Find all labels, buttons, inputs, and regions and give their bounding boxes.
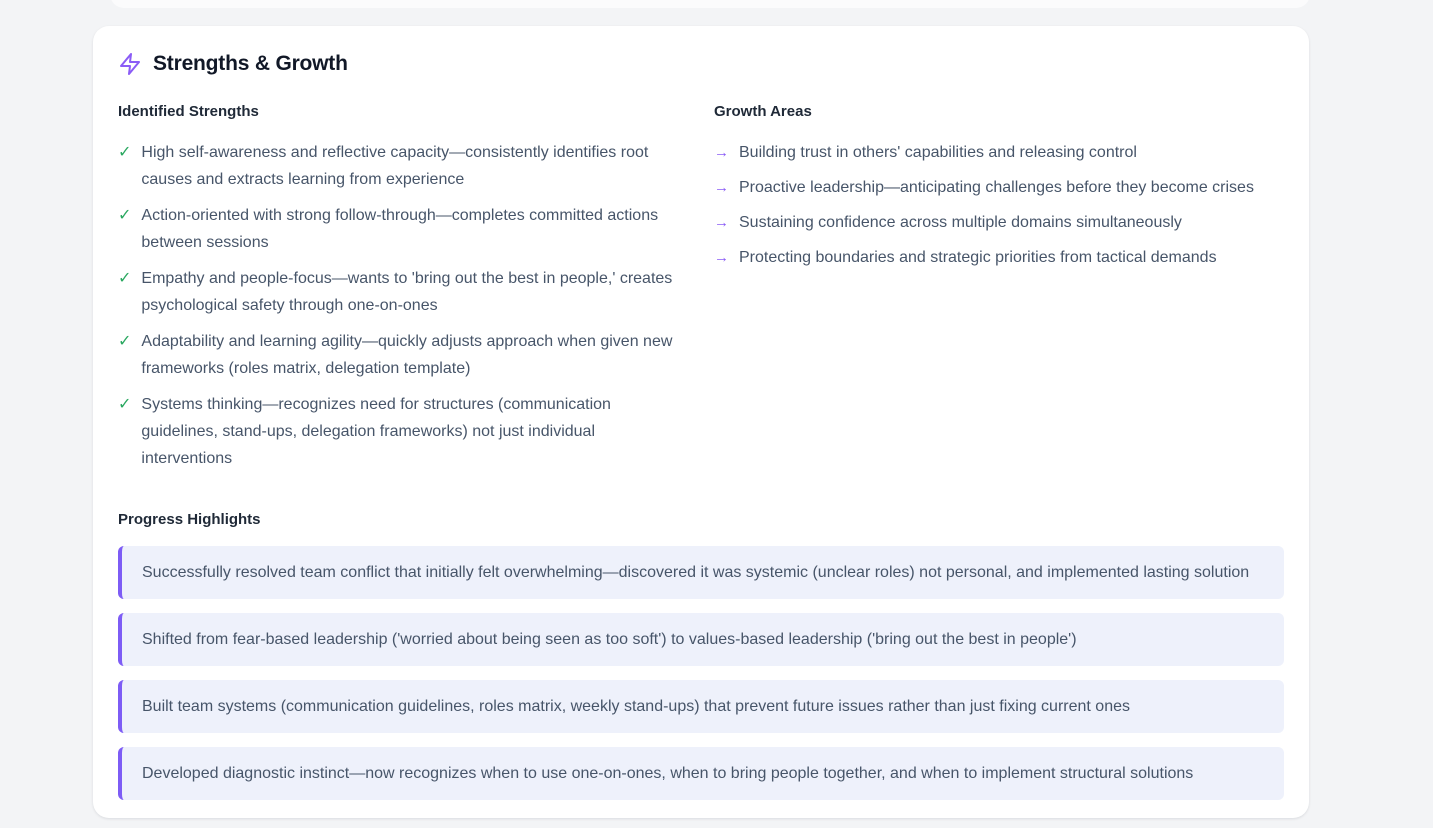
growth-text: Sustaining confidence across multiple domains simultaneously — [739, 214, 1182, 231]
checkmark-icon: ✓ — [118, 270, 132, 287]
list-item — [714, 244, 1284, 271]
highlight-item: Shifted from fear-based leadership ('worried about being seen as too soft') to values-based leadership ('bring out the best in people') — [118, 613, 1284, 666]
highlights-heading: Progress Highlights — [118, 511, 261, 528]
zap-icon — [118, 52, 142, 76]
growth-text: Building trust in others' capabilities and releasing control — [739, 144, 1137, 161]
checkmark-icon: ✓ — [118, 333, 132, 350]
list-item — [118, 202, 688, 256]
growth-text: Protecting boundaries and strategic priorities from tactical demands — [739, 249, 1217, 266]
growth-list — [714, 139, 1284, 271]
list-item — [118, 265, 688, 319]
arrow-right-icon: → — [714, 144, 729, 161]
card-header — [118, 52, 1284, 76]
strength-text: Adaptability and learning agility—quickly adjusts approach when given new frameworks (roles matrix, delegation template) — [141, 333, 673, 377]
checkmark-icon: ✓ — [118, 207, 132, 224]
strength-text: Action-oriented with strong follow-through—completes committed actions between sessions — [141, 207, 659, 251]
strengths-list — [118, 139, 688, 472]
highlight-item: Built team systems (communication guidelines, roles matrix, weekly stand-ups) that prevent future issues rather than just fixing current ones — [118, 680, 1284, 733]
arrow-right-icon: → — [714, 249, 729, 266]
checkmark-icon: ✓ — [118, 144, 132, 161]
progress-highlights-section — [118, 511, 1284, 800]
strength-text: Systems thinking—recognizes need for structures (communication guidelines, stand-ups, delegation frameworks) not just individual interventions — [141, 396, 611, 467]
highlight-item: Successfully resolved team conflict that initially felt overwhelming—discovered it was systemic (unclear roles) not personal, and implemented lasting solution — [118, 546, 1284, 599]
strengths-heading: Identified Strengths — [118, 103, 259, 120]
growth-text: Proactive leadership—anticipating challenges before they become crises — [739, 179, 1254, 196]
list-item — [118, 391, 688, 472]
checkmark-icon: ✓ — [118, 396, 132, 413]
highlight-item: Developed diagnostic instinct—now recognizes when to use one-on-ones, when to bring people together, and when to implement structural solutions — [118, 747, 1284, 800]
two-column-layout — [118, 103, 1284, 481]
strength-text: High self-awareness and reflective capacity—consistently identifies root causes and extracts learning from experience — [141, 144, 649, 188]
arrow-right-icon: → — [714, 179, 729, 196]
list-item — [714, 209, 1284, 236]
list-item — [118, 328, 688, 382]
list-item — [118, 139, 688, 193]
strengths-growth-card — [93, 26, 1309, 818]
identified-strengths-section — [118, 103, 688, 481]
growth-areas-section — [714, 103, 1284, 481]
strength-text: Empathy and people-focus—wants to 'bring out the best in people,' creates psychological safety through one-on-ones — [141, 270, 673, 314]
growth-heading: Growth Areas — [714, 103, 812, 120]
previous-card-bottom-edge — [110, 0, 1310, 8]
list-item — [714, 174, 1284, 201]
arrow-right-icon: → — [714, 214, 729, 231]
list-item — [714, 139, 1284, 166]
card-title: Strengths & Growth — [153, 52, 348, 75]
